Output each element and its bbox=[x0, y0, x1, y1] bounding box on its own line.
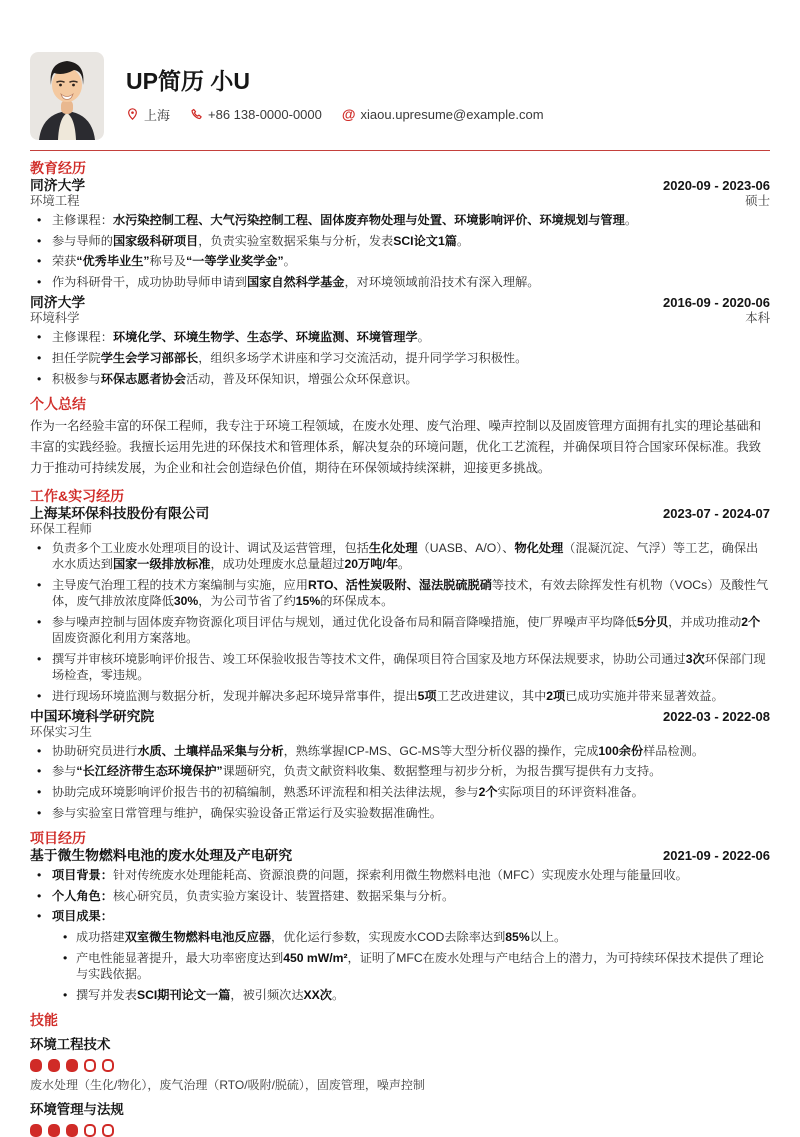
bullet-text: 产电性能显著提升，最大功率密度达到450 mW/m²，证明了MFC在废水处理与产电结合上的潜力，为可持续环保技术提供了理论与实践依据。 bbox=[76, 950, 764, 982]
bullet-text: 荣获“优秀毕业生”称号及“一等学业奖学金”。 bbox=[52, 254, 296, 269]
bullet-item bbox=[30, 274, 770, 290]
bullet-text: 参与导师的国家级科研项目，负责实验室数据采集与分析，发表SCI论文1篇。 bbox=[52, 233, 470, 248]
bullet-text: 个人角色：核心研究员，负责实验方案设计、装置搭建、数据采集与分析。 bbox=[52, 888, 455, 903]
rating-dot-filled bbox=[66, 1059, 78, 1072]
skill-name: 环境工程技术 bbox=[30, 1036, 111, 1052]
bullet-marker: • bbox=[63, 930, 68, 945]
bullet-item bbox=[30, 743, 770, 759]
entry-name: 同济大学 bbox=[30, 178, 86, 193]
sub-bullet-item bbox=[30, 950, 770, 982]
bullet-item bbox=[30, 540, 770, 572]
bullet-text: 项目成果： bbox=[52, 909, 113, 924]
bullet-text: 成功搭建双室微生物燃料电池反应器，优化运行参数，实现废水COD去除率达到85%以上。 bbox=[76, 930, 567, 945]
profile-photo-illustration bbox=[30, 52, 104, 140]
rating-dot-filled bbox=[30, 1059, 42, 1072]
bullet-item bbox=[30, 212, 770, 228]
bullet-marker: • bbox=[63, 987, 68, 1002]
entry-header bbox=[30, 709, 770, 724]
entry-header bbox=[30, 848, 770, 863]
skill-description: 废水处理（生化/物化），废气治理（RTO/吸附/脱硫），固废管理，噪声控制 bbox=[30, 1077, 425, 1092]
bullet-text: 项目背景：针对传统废水处理能耗高、资源浪费的问题，探索利用微生物燃料电池（MFC）实现废水处理与能量回收。 bbox=[52, 868, 688, 883]
header-divider bbox=[30, 150, 770, 151]
sub-bullet-item bbox=[30, 987, 770, 1003]
entry-subheader bbox=[30, 311, 770, 325]
bullet-marker: • bbox=[37, 743, 42, 758]
bullet-marker: • bbox=[37, 213, 42, 227]
phone-text: +86 138-0000-0000 bbox=[208, 106, 322, 122]
contact-location bbox=[126, 105, 170, 124]
bullet-text: 主导废气治理工程的技术方案编制与实施，应用RTO、活性炭吸附、湿法脱硫脱硝等技术，有效去除挥发性有机物（VOCs）及酸性气体，废气排放浓度降低30%，为公司节省了约15%的环保成本。 bbox=[52, 577, 769, 609]
entry bbox=[30, 709, 770, 821]
contact-row bbox=[126, 105, 544, 124]
entry-date: 2016-09 - 2020-06 bbox=[663, 295, 770, 311]
section-work bbox=[30, 489, 770, 821]
entry-role: 环境科学 bbox=[30, 311, 80, 326]
entry-role: 环境工程 bbox=[30, 194, 80, 208]
section-title: 教育经历 bbox=[30, 160, 86, 176]
section-title: 工作&实习经历 bbox=[30, 487, 125, 504]
bullet-item bbox=[30, 651, 770, 683]
entry-subheader bbox=[30, 194, 770, 208]
bullet-text: 进行现场环境监测与数据分析，发现并解决多起环境异常事件，提出5项工艺改进建议，其中2项已成功实施并带来显著效益。 bbox=[52, 688, 724, 703]
section-skills bbox=[30, 1013, 770, 1137]
email-at-icon: @ bbox=[341, 105, 356, 122]
bullet-text: 积极参与环保志愿者协会活动，普及环保知识，增强公众环保意识。 bbox=[52, 371, 418, 386]
entry-degree: 本科 bbox=[745, 311, 770, 326]
entry bbox=[30, 848, 770, 1003]
skill-name: 环境管理与法规 bbox=[30, 1101, 124, 1117]
bullet-list bbox=[30, 867, 770, 1003]
bullet-text: 参与“长江经济带生态环境保护”课题研究，负责文献资料收集、数据整理与初步分析，为报告撰写提供有力支持。 bbox=[52, 764, 662, 779]
bullet-item bbox=[30, 805, 770, 821]
bullet-text: 作为科研骨干，成功协助导师申请到国家自然科学基金，对环境领域前沿技术有深入理解。 bbox=[52, 275, 540, 290]
profile-photo bbox=[30, 52, 104, 140]
section-title: 个人总结 bbox=[30, 395, 86, 412]
skill-rating bbox=[30, 1124, 770, 1137]
resume-sections bbox=[30, 161, 770, 1137]
bullet-text: 主修课程：环境化学、环境生物学、生态学、环境监测、环境管理学。 bbox=[52, 330, 430, 345]
bullet-item bbox=[30, 688, 770, 704]
bullet-marker: • bbox=[37, 371, 42, 386]
bullet-text: 参与噪声控制与固体废弃物资源化项目评估与规划，通过优化设备布局和隔音降噪措施，使厂界噪声平均降低5分贝，并成功推动2个固废资源化利用方案落地。 bbox=[52, 614, 761, 645]
entry bbox=[30, 178, 770, 290]
section-title: 项目经历 bbox=[30, 830, 86, 847]
bullet-text: 撰写并发表SCI期刊论文一篇，被引频次达XX次。 bbox=[76, 987, 345, 1002]
entry-date: 2022-03 - 2022-08 bbox=[663, 708, 770, 724]
bullet-text: 协助完成环境影响评价报告书的初稿编制，熟悉环评流程和相关法律法规，参与2个实际项目的环评资料准备。 bbox=[52, 785, 644, 800]
rating-dot-empty bbox=[84, 1124, 96, 1137]
bullet-item bbox=[30, 253, 770, 269]
bullet-marker: • bbox=[37, 577, 42, 592]
bullet-text: 担任学院学生会学习部部长，组织多场学术讲座和学习交流活动，提升同学学习积极性。 bbox=[52, 351, 528, 366]
bullet-text: 负责多个工业废水处理项目的设计、调试及运营管理，包括生化处理（UASB、A/O）、物化处理（混凝沉淀、气浮）等工艺，确保出水水质达到国家一级排放标准，成功处理废水总量超过20万吨/年。 bbox=[52, 540, 759, 572]
bullet-text: 主修课程：水污染控制工程、大气污染控制工程、固体废弃物处理与处置、环境影响评价、环境规划与管理。 bbox=[52, 213, 637, 227]
section-title: 技能 bbox=[30, 1011, 58, 1028]
bullet-item bbox=[30, 614, 770, 646]
bullet-marker: • bbox=[37, 254, 42, 269]
entry-header bbox=[30, 178, 770, 193]
candidate-name: UP简历 小U bbox=[126, 67, 250, 94]
rating-dot-empty bbox=[84, 1059, 96, 1072]
section-projects bbox=[30, 831, 770, 1003]
skill-item bbox=[30, 1102, 770, 1137]
bullet-item bbox=[30, 867, 770, 883]
entry-subheader bbox=[30, 522, 770, 536]
resume-header bbox=[30, 52, 770, 140]
rating-dot-filled bbox=[30, 1124, 42, 1137]
entry-name: 同济大学 bbox=[30, 295, 86, 311]
section-education bbox=[30, 161, 770, 387]
entry-header bbox=[30, 506, 770, 521]
bullet-item bbox=[30, 908, 770, 924]
header-info bbox=[126, 69, 544, 124]
bullet-list bbox=[30, 540, 770, 704]
bullet-item bbox=[30, 371, 770, 387]
entry-name: 基于微生物燃料电池的废水处理及产电研究 bbox=[30, 848, 293, 864]
bullet-marker: • bbox=[37, 233, 42, 248]
bullet-marker: • bbox=[37, 351, 42, 366]
bullet-marker: • bbox=[37, 688, 42, 703]
summary-paragraph: 作为一名经验丰富的环保工程师，我专注于环境工程领域，在废水处理、废气治理、噪声控制以及固废管理方面拥有扎实的理论基础和丰富的实践经验。我擅长运用先进的环保技术和管理体系，解决复杂的环境问题，优化工艺流程，并确保项目符合国家环保标准。我致力于推动可持续发展，为企业和社会创造绿色价值，期待在环保领域持续深耕，迎接更多挑战。 bbox=[30, 418, 762, 475]
entry-role: 环保工程师 bbox=[30, 521, 92, 536]
entry-name: 中国环境科学研究院 bbox=[30, 708, 155, 724]
bullet-item bbox=[30, 350, 770, 366]
skill-rating bbox=[30, 1059, 770, 1072]
bullet-item bbox=[30, 763, 770, 779]
entry bbox=[30, 295, 770, 387]
bullet-marker: • bbox=[37, 785, 42, 800]
bullet-marker: • bbox=[37, 909, 42, 924]
entry-date: 2023-07 - 2024-07 bbox=[663, 505, 770, 521]
location-text: 上海 bbox=[144, 107, 171, 123]
skill-item bbox=[30, 1037, 770, 1093]
rating-dot-filled bbox=[66, 1124, 78, 1137]
rating-dot-filled bbox=[48, 1124, 60, 1137]
contact-phone bbox=[190, 107, 322, 122]
rating-dot-filled bbox=[48, 1059, 60, 1072]
entry bbox=[30, 506, 770, 704]
sub-bullet-list bbox=[30, 929, 770, 1003]
bullet-item bbox=[30, 888, 770, 904]
bullet-item bbox=[30, 784, 770, 800]
sub-bullet-item bbox=[30, 929, 770, 945]
bullet-marker: • bbox=[37, 614, 42, 629]
bullet-list bbox=[30, 329, 770, 387]
bullet-marker: • bbox=[63, 950, 68, 965]
bullet-marker: • bbox=[37, 651, 42, 666]
bullet-item bbox=[30, 577, 770, 609]
bullet-list bbox=[30, 743, 770, 821]
location-pin-icon bbox=[126, 107, 139, 121]
bullet-marker: • bbox=[37, 330, 42, 345]
phone-icon bbox=[190, 108, 203, 121]
rating-dot-empty bbox=[102, 1124, 114, 1137]
entry-date: 2021-09 - 2022-06 bbox=[663, 848, 770, 864]
email-text: xiaou.upresume@example.com bbox=[360, 106, 544, 122]
bullet-marker: • bbox=[37, 540, 42, 555]
section-summary bbox=[30, 397, 770, 479]
bullet-marker: • bbox=[37, 868, 42, 883]
bullet-marker: • bbox=[37, 805, 42, 820]
bullet-item bbox=[30, 329, 770, 345]
bullet-marker: • bbox=[37, 275, 42, 290]
bullet-item bbox=[30, 233, 770, 249]
contact-email bbox=[342, 107, 544, 122]
bullet-text: 参与实验室日常管理与维护，确保实验设备正常运行及实验数据准确性。 bbox=[52, 805, 442, 820]
bullet-text: 撰写并审核环境影响评价报告、竣工环保验收报告等技术文件，确保项目符合国家及地方环保法规要求，协助公司通过3次环保部门现场检查，零违规。 bbox=[52, 651, 766, 682]
bullet-list bbox=[30, 212, 770, 290]
entry-header bbox=[30, 295, 770, 310]
bullet-marker: • bbox=[37, 888, 42, 903]
bullet-text: 协助研究员进行水质、土壤样品采集与分析，熟练掌握ICP-MS、GC-MS等大型分析仪器的操作，完成100余份样品检测。 bbox=[52, 743, 705, 758]
entry-name: 上海某环保科技股份有限公司 bbox=[30, 505, 210, 521]
rating-dot-empty bbox=[102, 1059, 114, 1072]
entry-subheader bbox=[30, 725, 770, 739]
entry-role: 环保实习生 bbox=[30, 724, 92, 739]
bullet-marker: • bbox=[37, 764, 42, 779]
entry-date: 2020-09 - 2023-06 bbox=[663, 178, 770, 193]
entry-degree: 硕士 bbox=[745, 194, 770, 208]
